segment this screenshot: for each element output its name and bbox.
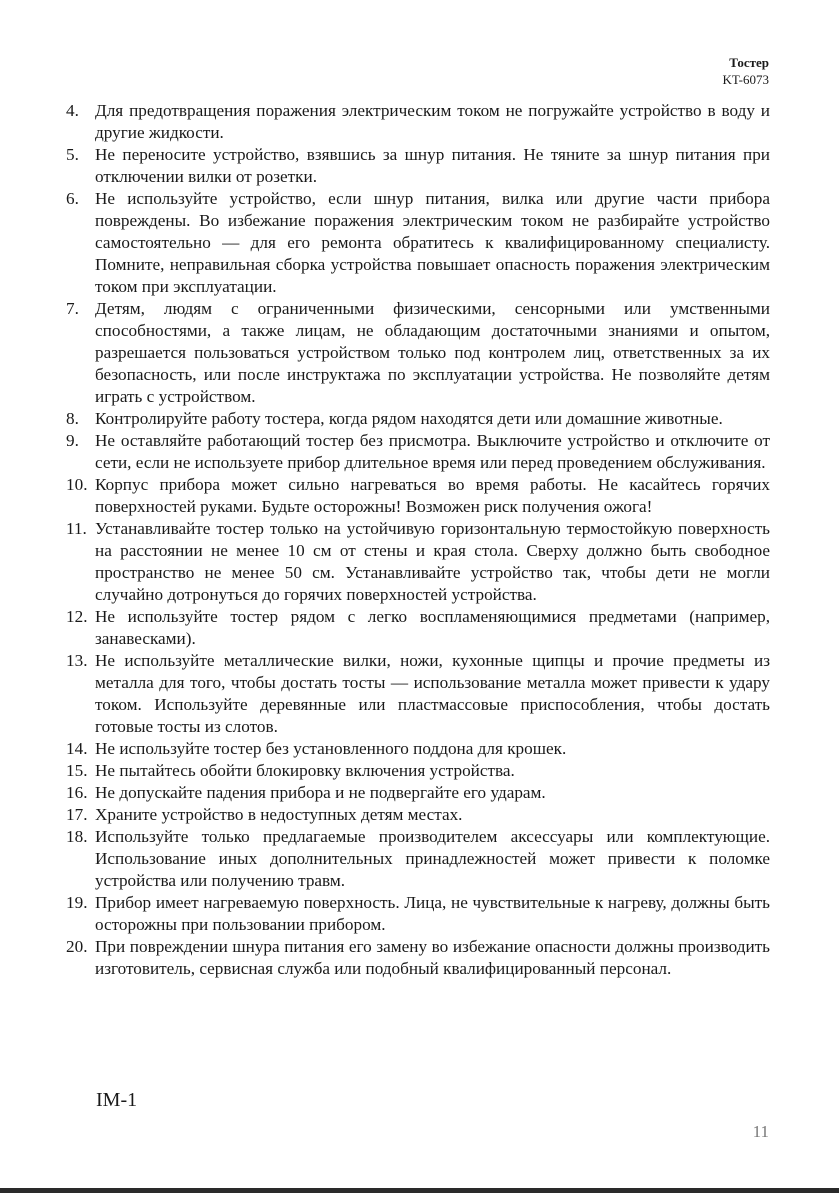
- item-text: Контролируйте работу тостера, когда рядом находятся дети или домашние животные.: [95, 409, 723, 428]
- item-text: Используйте только предлагаемые производителем аксессуары или комплектующие. Использование иных дополнительных принадлежностей может привести к поломке устройства или получению травм.: [95, 827, 770, 890]
- item-number: 7.: [66, 299, 79, 318]
- item-text: Не переносите устройство, взявшись за шнур питания. Не тяните за шнур питания при отключении вилки от розетки.: [95, 145, 770, 186]
- item-number: 12.: [66, 607, 88, 626]
- list-item: [66, 760, 770, 782]
- item-number: 11.: [66, 519, 87, 538]
- item-text: Не используйте тостер без установленного поддона для крошек.: [95, 739, 567, 758]
- item-text: Детям, людям с ограниченными физическими, сенсорными или умственными способностями, а также лицам, не обладающим достаточными знаниями и опытом, разрешается пользоваться устройством только под контролем лиц, ответственных за их безопасность, или после инструктажа по эксплуатации устройства. Не позволяйте детям играть с устройством.: [95, 299, 770, 406]
- item-text: Не используйте тостер рядом с легко воспламеняющимися предметами (например, занавесками).: [95, 607, 770, 648]
- list-item: [66, 738, 770, 760]
- list-item: [66, 430, 770, 474]
- item-text: Корпус прибора может сильно нагреваться во время работы. Не касайтесь горячих поверхностей руками. Будьте осторожны! Возможен риск получения ожога!: [95, 475, 770, 516]
- item-number: 5.: [66, 145, 79, 164]
- item-number: 10.: [66, 475, 88, 494]
- item-number: 9.: [66, 431, 79, 450]
- document-title: Тостер: [729, 55, 769, 70]
- safety-instructions-list: [66, 100, 770, 980]
- item-number: 15.: [66, 761, 88, 780]
- item-number: 14.: [66, 739, 88, 758]
- item-number: 13.: [66, 651, 88, 670]
- item-number: 4.: [66, 101, 79, 120]
- list-item: [66, 144, 770, 188]
- item-text: При повреждении шнура питания его замену во избежание опасности должны производить изготовитель, сервисная служба или подобный квалифицированный персонал.: [95, 937, 770, 978]
- item-text: Не допускайте падения прибора и не подвергайте его ударам.: [95, 783, 546, 802]
- list-item: [66, 298, 770, 408]
- item-number: 19.: [66, 893, 88, 912]
- item-number: 8.: [66, 409, 79, 428]
- item-number: 18.: [66, 827, 88, 846]
- item-text: Не используйте устройство, если шнур питания, вилка или другие части прибора повреждены. Во избежание поражения электрическим током не разбирайте устройство самостоятельно — для его ремонта обратитесь к квалифицированному специалисту. Помните, неправильная сборка устройства повышает опасность поражения электрическим током при эксплуатации.: [95, 189, 770, 296]
- page-number: 11: [752, 1122, 769, 1141]
- item-text: Не используйте металлические вилки, ножи, кухонные щипцы и прочие предметы из металла для того, чтобы достать тосты — использование металла может привести к удару током. Используйте деревянные или пластмассовые приспособления, чтобы достать готовые тосты из слотов.: [95, 651, 770, 736]
- list-item: [66, 408, 770, 430]
- item-text: Не оставляйте работающий тостер без присмотра. Выключите устройство и отключите от сети, если не используете прибор длительное время или перед проведением обслуживания.: [95, 431, 770, 472]
- list-item: [66, 826, 770, 892]
- list-item: [66, 892, 770, 936]
- item-text: Не пытайтесь обойти блокировку включения устройства.: [95, 761, 515, 780]
- list-item: [66, 606, 770, 650]
- list-item: [66, 804, 770, 826]
- item-number: 20.: [66, 937, 88, 956]
- item-text: Прибор имеет нагреваемую поверхность. Лица, не чувствительные к нагреву, должны быть осторожны при пользовании прибором.: [95, 893, 770, 934]
- list-item: [66, 100, 770, 144]
- model-number: KT-6073: [722, 72, 769, 87]
- list-item: [66, 936, 770, 980]
- list-item: [66, 188, 770, 298]
- page-header: [723, 54, 769, 88]
- item-text: Устанавливайте тостер только на устойчивую горизонтальную термостойкую поверхность на расстоянии не менее 10 см от стены и края стола. Сверху должно быть свободное пространство не менее 50 см. Устанавливайте устройство так, чтобы дети не могли случайно дотронуться до горячих поверхностей устройства.: [95, 519, 770, 604]
- item-text: Храните устройство в недоступных детям местах.: [95, 805, 463, 824]
- list-item: [66, 474, 770, 518]
- item-number: 6.: [66, 189, 79, 208]
- item-text: Для предотвращения поражения электрическим током не погружайте устройство в воду и другие жидкости.: [95, 101, 770, 142]
- list-item: [66, 782, 770, 804]
- bottom-rule: [0, 1188, 839, 1193]
- list-item: [66, 518, 770, 606]
- item-number: 17.: [66, 805, 88, 824]
- item-number: 16.: [66, 783, 88, 802]
- list-item: [66, 650, 770, 738]
- document-code: IM-1: [96, 1089, 138, 1111]
